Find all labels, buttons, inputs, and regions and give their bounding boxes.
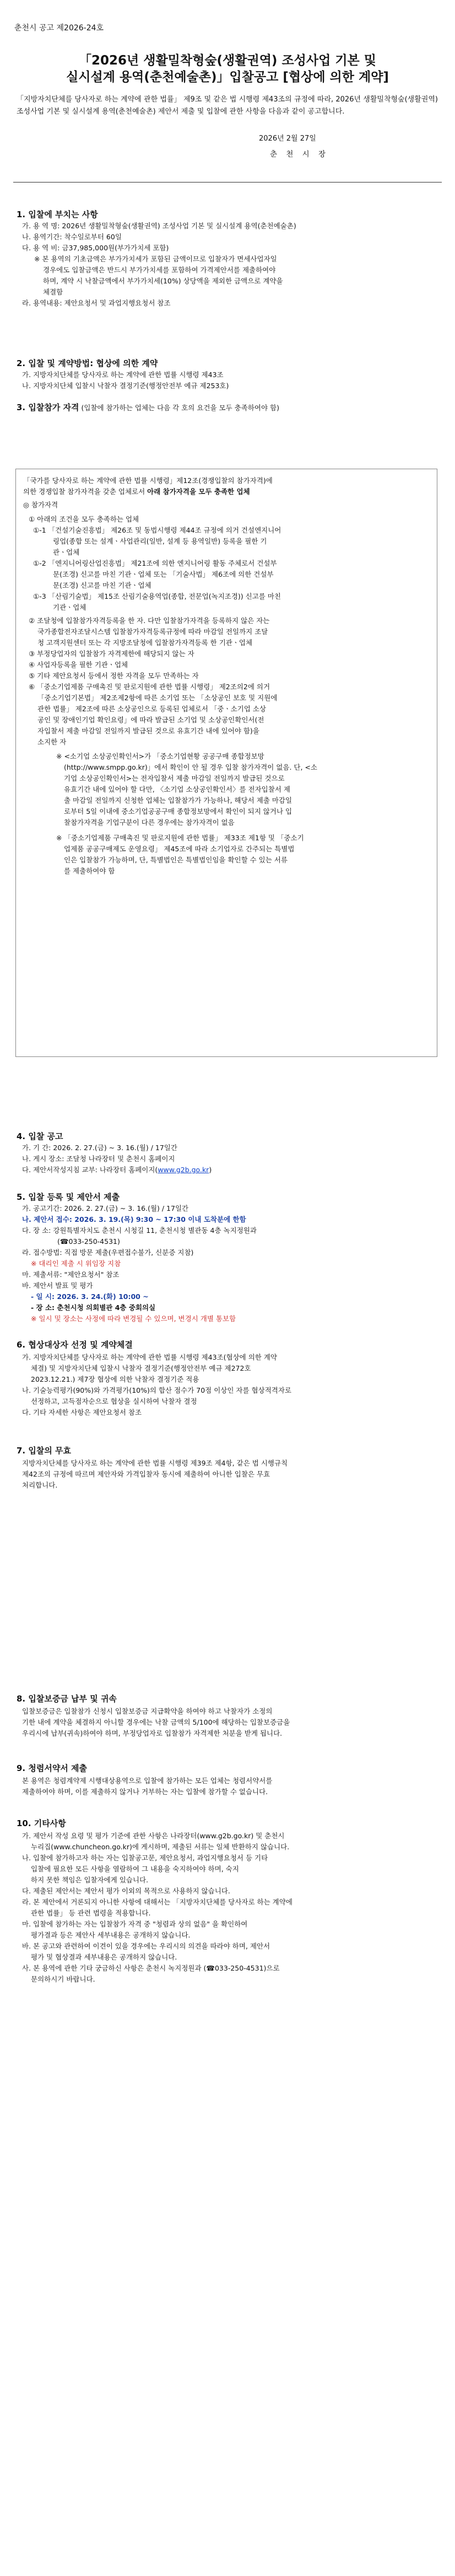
section-4-heading: 4. 입찰 공고 — [17, 1131, 63, 1141]
qual-line: ① 아래의 조건을 모두 충족하는 업체 — [29, 515, 139, 523]
section-7-heading: 7. 입찰의 무효 — [17, 1446, 72, 1456]
section-1-body — [22, 221, 296, 309]
s6-line: 2023.12.21.) 제7장 협상에 의한 낙찰자 결정기준 적용 — [31, 1375, 199, 1383]
section-2-body — [22, 369, 229, 391]
s5-line: (☎033-250-4531) — [57, 1237, 120, 1246]
s10-line: 평가결과 등은 제안사 세부내용은 공개하지 않습니다. — [31, 1931, 191, 1939]
s1-line: 경우에도 입찰금액은 반드시 부가가치세를 포함하여 가격제안서를 제출하여야 — [43, 266, 276, 274]
s10-line: 라. 본 제안에서 거론되지 아니한 사항에 대해서는 「지방자치단체를 당사자로 하는 계약에 — [22, 1898, 292, 1906]
s5-line: 다. 장 소: 강원특별자치도 춘천시 시청길 11, 춘천시청 별관동 4층 녹지정원과 — [22, 1226, 257, 1235]
bullet-icon: ◎ — [23, 501, 31, 509]
qual-line: 문(조경) 신고를 마친 기관ㆍ업체 — [53, 581, 151, 589]
section-2-heading: 2. 입찰 및 계약방법: 협상에 의한 계약 — [17, 358, 158, 368]
s8-line: 입찰보증금은 입찰참가 신청시 입찰보증금 지급확약을 하여야 하고 낙찰자가 소정의 — [22, 1707, 273, 1715]
note-line: 로부터 5일 이내에 중소기업공공구매 종합정보망에서 확인이 되지 않거나 입 — [64, 807, 292, 815]
notice-title — [17, 52, 438, 85]
section-6-heading: 6. 협상대상자 선정 및 계약체결 — [17, 1340, 133, 1350]
qual-line: 「중소기업기본법」 제2조제2항에 따른 소기업 또는 「소상공인 보호 및 지원에 — [37, 694, 278, 702]
title-line-2: 실시설계 용역(춘천예술촌)」입찰공고 [협상에 의한 계약] — [66, 70, 389, 84]
s6-line: 가. 지방자치단체를 당사자로 하는 계약에 관한 법률 시행령 제43조(협상에 의한 계약 — [22, 1353, 277, 1361]
qual-line: 자입찰서 제출 마감일 전일까지 발급된 것으로 유효기간 내에 있어야 함)을 — [37, 727, 259, 735]
s10-line: 평가 및 협상결과 세부내용은 공개하지 않습니다. — [31, 1953, 177, 1961]
note-line: 를 제출하여야 함 — [64, 867, 115, 875]
qual-title-row — [23, 500, 431, 511]
note-line: (http://www.smpp.go.kr)」에서 확인이 안 될 경우 입찰 참가자격이 없음. 단, <소 — [64, 763, 317, 771]
s5-line: ※ 일시 및 장소는 사정에 따라 변경될 수 있으며, 변경시 개별 통보함 — [31, 1314, 236, 1323]
note-line: ※ 「중소기업제품 구매촉진 및 판로지원에 관한 법률」 제33조 제1항 및 「중소기 — [56, 834, 304, 842]
s10-line: 누리집(www.chuncheon.go.kr)에 게시하며, 제출된 서류는 일체 반환하지 않습니다. — [31, 1843, 290, 1851]
qual-line: ⑤ 기타 제안요청서 등에서 정한 자격을 모두 만족하는 자 — [29, 672, 199, 680]
s6-line: 다. 기타 자세한 사항은 제안요청서 참조 — [22, 1408, 142, 1416]
qual-line: 국가종합전자조달시스템 입찰참가자격등록규정에 따라 마감일 전일까지 조달 — [37, 627, 268, 636]
section-8-heading: 8. 입찰보증금 납부 및 귀속 — [17, 1694, 117, 1704]
s2-line: 가. 지방자치단체를 당사자로 하는 계약에 관한 법률 시행령 제43조 — [22, 371, 224, 379]
qual-line: 소지한 자 — [37, 738, 67, 746]
section-6-body — [22, 1352, 291, 1418]
note-line: 출 마감일 전일까지 신청한 업체는 입찰참가가 가능하나, 해당서 제출 마감일 — [64, 796, 292, 804]
s10-line: 마. 입찰에 참가하는 자는 입찰참가 자격 중 "청렴과 상의 없음" 을 확인하여 — [22, 1920, 248, 1928]
qual-line: 청 고객지원센터 또는 각 지방조달청에 입찰참가자격등록 한 기관ㆍ업체 — [37, 638, 253, 647]
s10-line: 관한 법률」 등 관련 법령을 적용합니다. — [31, 1909, 151, 1917]
s8-line: 기한 내에 계약을 체결하지 아니할 경우에는 낙찰 금액의 5/100에 해당하는 입찰보증금을 — [22, 1718, 290, 1726]
s1-line: ※ 본 용역의 기초금액은 부가가치세가 포함된 금액이므로 입찰자가 면세사업자일 — [34, 255, 277, 263]
s4-line-3 — [22, 1164, 212, 1176]
title-line-1: 「2026년 생활밀착형숲(생활권역) 조성사업 기본 및 — [79, 53, 376, 68]
section-3-note: (입찰에 참가하는 업체는 다음 각 호의 요건을 모두 충족하여야 함) — [81, 404, 279, 412]
box-head-emphasis: 아래 참가자격을 모두 충족한 업체 — [147, 487, 250, 496]
box-head-line-2 — [23, 486, 431, 497]
notice-date: 2026년 2월 27일 — [259, 135, 316, 143]
s10-line: 사. 본 용역에 관한 기타 궁금하신 사항은 춘천시 녹지정원과 (☎033-250-4531)으로 — [22, 1964, 280, 1972]
s1-line: 나. 용역기간: 착수일로부터 60일 — [22, 233, 122, 241]
qualification-box-content — [23, 475, 431, 877]
note-line: 인은 입찰참가 가능하며, 단, 특별법인은 특별법인임을 확인할 수 있는 서류 — [64, 856, 288, 864]
notice-number: 춘천시 공고 제2026-24호 — [14, 24, 104, 33]
s7-line: 제42조의 규정에 따르며 제안자와 가격입찰자 동시에 제출하여 아니한 입찰은 무효 — [22, 1470, 270, 1478]
qual-title: 참가자격 — [31, 501, 58, 509]
s7-line: 처리합니다. — [22, 1481, 58, 1489]
section-8-body — [22, 1706, 290, 1739]
s10-line: 하지 못한 책임은 입찰자에게 있습니다. — [31, 1876, 149, 1884]
notice-issuer: 춘 천 시 장 — [270, 150, 329, 159]
box-head-text: 의한 경쟁입찰 참가자격을 갖춘 업체로서 — [23, 487, 145, 496]
s10-line: 가. 제안서 작성 요령 및 평가 기준에 관한 사항은 나라장터(www.g2b.go.kr) 및 춘천시 — [22, 1832, 285, 1840]
qual-line: ④ 사업자등록을 필한 기관ㆍ업체 — [29, 661, 128, 669]
qual-list — [23, 514, 431, 748]
intro-paragraph: 「지방자치단체를 당사자로 하는 계약에 관한 법률」 제9조 및 같은 법 시행령 제43조의 규정에 따라, 2026년 생활밀착형숲(생활권역) 조성사업 기본 및 실시설계 용역(춘천예술촌) 제안서 제출 및 입찰에 관한 사항을 다음과 같이 공고합니다. — [17, 95, 438, 116]
section-10-heading: 10. 기타사항 — [17, 1818, 66, 1828]
s5-line: - 장 소: 춘천시청 의회별관 4층 중회의실 — [31, 1303, 156, 1312]
s4-line3-suffix: ) — [209, 1166, 212, 1174]
section-10-body — [22, 1831, 292, 1985]
qual-line: ⑥ 「중소기업제품 구매촉진 및 판로지원에 관한 법률 시행령」 제2조의2에 의거 — [29, 683, 270, 691]
qual-note-1 — [23, 751, 431, 828]
s10-line: 다. 제출된 제안서는 제안서 평가 이외의 목적으로 사용하지 않습니다. — [22, 1887, 230, 1895]
s10-line: 나. 입찰에 참가하고자 하는 자는 입찰공고문, 제안요청서, 과업지행요청서 등 기타 — [22, 1854, 268, 1862]
section-7-body — [22, 1458, 288, 1491]
s1-line: 하며, 계약 시 낙찰금액에서 부가가치세(10%) 상당액을 제외한 금액으로 계약을 — [43, 277, 283, 285]
s4-line: 나. 게시 장소: 조달청 나라장터 및 춘천시 홈페이지 — [22, 1155, 175, 1163]
s5-line: 라. 접수방법: 직접 방문 제출(우편접수불가, 신분증 지참) — [22, 1248, 194, 1257]
s4-line: 가. 기 간: 2026. 2. 27.(금) ~ 3. 16.(월) / 17일간 — [22, 1144, 177, 1152]
g2b-link[interactable]: www.g2b.go.kr — [158, 1166, 209, 1174]
section-5-body — [22, 1203, 257, 1324]
section-3-heading-row — [17, 401, 279, 413]
s4-line3-prefix: 다. 제안서작성지침 교부: 나라장터 홈페이지( — [22, 1166, 158, 1174]
qual-line: 링업(종합 또는 설계ㆍ사업관리(일반, 설계 등 용역일반) 등록을 필한 기 — [53, 537, 267, 545]
s5-line: ※ 대리인 제출 시 위임장 지참 — [31, 1259, 121, 1268]
s7-line: 지방자치단체를 당사자로 하는 계약에 관한 법률 시행령 제39조 제4항, 같은 법 시행규칙 — [22, 1459, 288, 1467]
s5-line: - 일 시: 2026. 3. 24.(화) 10:00 ~ — [31, 1292, 149, 1301]
qual-line: ③ 부정당업자의 입찰참가 자격제한에 해당되지 않는 자 — [29, 650, 194, 658]
qual-line: ② 조달청에 입찰참가자격등록을 한 자. 다만 입찰참가자격을 등록하지 않은 자는 — [29, 616, 270, 625]
s5-line: 바. 제안서 발표 및 평가 — [22, 1281, 93, 1290]
box-head-line: 「국가를 당사자로 하는 계약에 관한 법률 시행령」제12조(경쟁입찰의 참가자격)에 — [23, 476, 273, 485]
s1-line: 라. 용역내용: 제안요청서 및 과업지행요청서 참조 — [22, 299, 171, 307]
note-line: 유효기간 내에 있어야 할 다만, 〈소기업 소상공인확인서〉를 전자입찰서 제 — [64, 785, 290, 793]
qual-line: 문(조경) 신고를 마친 기관ㆍ업체 또는 「기술사법」 제6조에 의한 건설부 — [53, 570, 274, 578]
qual-line: ①-1 「건설기술진흥법」 제26조 및 동법시행령 제44조 규정에 의거 건설엔지니어 — [33, 526, 281, 534]
qual-note-2 — [23, 833, 431, 877]
s10-line: 바. 본 공고와 관련하여 이견이 있을 경우에는 우리시의 의견을 따라야 하며, 제안서 — [22, 1942, 270, 1950]
s5-line: 마. 제출서류: "제안요청서" 참조 — [22, 1270, 120, 1279]
section-4-body — [22, 1142, 212, 1176]
s5-line: 가. 공고기간: 2026. 2. 27.(금) ~ 3. 16.(월) / 17일간 — [22, 1204, 189, 1212]
section-9-body — [22, 1775, 272, 1797]
s5-line: 나. 제안서 접수: 2026. 3. 19.(목) 9:30 ~ 17:30 이내 도착분에 한함 — [22, 1215, 246, 1223]
qual-line: ①-2 「엔지니어링산업진흥법」 제21조에 의한 엔지니어링 활동 주체로서 건설부 — [33, 559, 277, 567]
s2-line: 나. 지방자치단체 입찰시 낙찰자 결정기준(행정안전부 예규 제253호) — [22, 382, 229, 390]
qual-line: 공인 및 장애인기업 확인요령」에 따라 발급된 소기업 및 소상공인확인서(전 — [37, 716, 264, 724]
s6-line: 체결) 및 지방자치단체 입찰시 낙찰자 결정기준(행정안전부 예규 제272호 — [31, 1364, 251, 1372]
s6-line: 선정하고, 고득점자순으로 협상을 실시하여 낙찰자 결정 — [31, 1397, 197, 1405]
qual-line: ①-3 「산림기술법」 제15조 산림기술용역업(종합, 전문업(녹지조경)) 신고를 마친 — [33, 592, 281, 600]
qual-line: 관ㆍ업체 — [53, 548, 80, 556]
s1-line: 다. 용 역 비: 금37,985,000원(부가가치세 포함) — [22, 244, 169, 252]
qual-line: 관한 법률」 제2조에 따른 소상공인으로 등록된 업체로서 「중ㆍ소기업 소상 — [37, 705, 266, 713]
note-line: ※ <소기업 소상공인확인서>가 「중소기업현황 공공구매 종합정보망 — [56, 752, 264, 760]
note-line: 찰참가자격을 기업구분이 다른 경우에는 참가자격이 없음 — [64, 818, 235, 827]
s1-line: 가. 용 역 명: 2026년 생활밀착형숲(생활권역) 조성사업 기본 및 실시설계 용역(춘천예술촌) — [22, 222, 296, 230]
section-9-heading: 9. 청렴서약서 제출 — [17, 1763, 88, 1773]
divider — [13, 182, 442, 183]
section-1-heading: 1. 입찰에 부치는 사항 — [17, 210, 98, 219]
s1-line: 체결함 — [43, 288, 63, 296]
s10-line: 문의하시기 바랍니다. — [31, 1975, 95, 1983]
s9-line: 제출하여야 하며, 이를 제출하지 않거나 거부하는 자는 입찰에 참가할 수 없습니다. — [22, 1788, 268, 1796]
section-3-heading: 3. 입찰참가 자격 — [17, 402, 79, 412]
note-line: 업제품 공공구매제도 운영요령」 제45조에 따라 소기업자로 간주되는 특별법 — [64, 845, 295, 853]
section-5-heading: 5. 입찰 등록 및 제안서 제출 — [17, 1192, 120, 1202]
note-line: 기업 소상공인확인서>는 전자입찰서 제출 마감일 전일까지 발급된 것으로 — [64, 774, 285, 782]
s6-line: 나. 기술능력평가(90%)와 가격평가(10%)의 합산 점수가 70점 이상인 자를 협상적격자로 — [22, 1386, 291, 1394]
s8-line: 우리시에 납부(귀속)하여야 하며, 부정당업자로 입찰참가 자격제한 처분을 받게 됩니다. — [22, 1729, 283, 1737]
s10-line: 입찰에 필요한 모든 사항을 열람하여 그 내용을 숙지하여야 하며, 숙지 — [31, 1865, 239, 1873]
qual-line: 기관ㆍ업체 — [53, 603, 86, 611]
s9-line: 본 용역은 청렴계약제 시행대상용역으로 입찰에 참가하는 모든 업체는 청렴서약서를 — [22, 1777, 273, 1785]
